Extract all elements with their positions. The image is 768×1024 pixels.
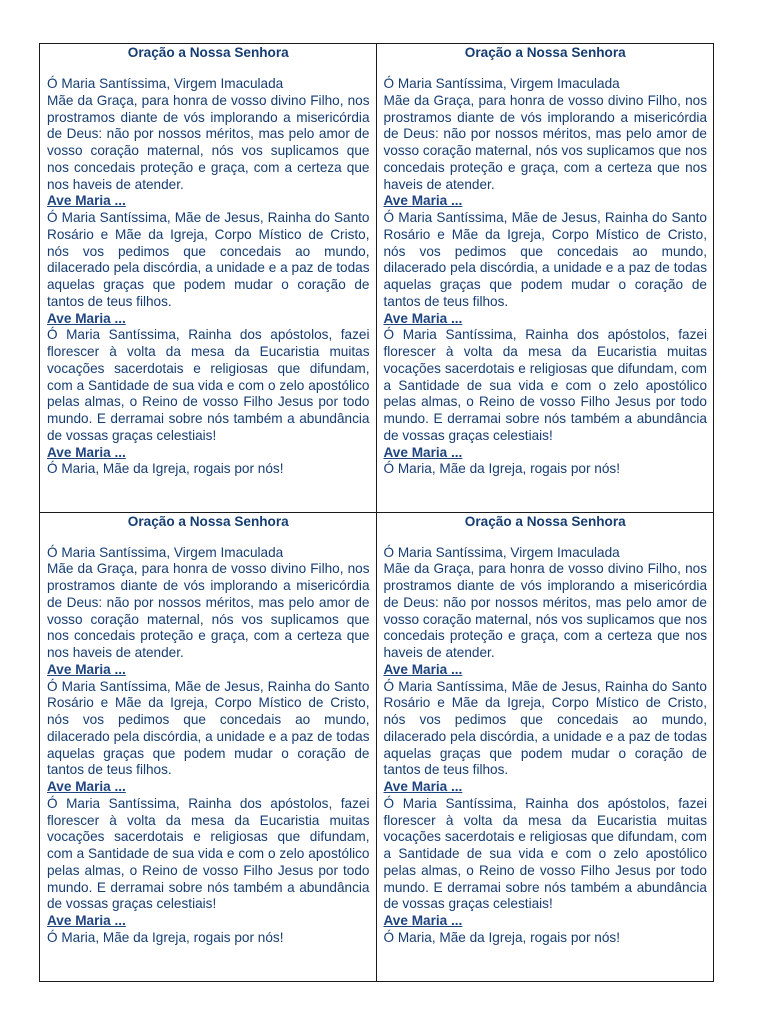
prayer-card — [40, 44, 377, 513]
ave-maria-refrain: Ave Maria ... — [47, 444, 126, 460]
card-intro: Ó Maria Santíssima, Virgem Imaculada — [383, 76, 620, 91]
prayer-card — [377, 44, 714, 513]
card-paragraph: Mãe da Graça, para honra de vosso divino Filho, nos prostramos diante de vós implorando a misericórdia de Deus: não por nossos méritos, mas pelo amor de vosso coração maternal, nós vos suplicamos que nos concedais proteção e graça, com a certeza que nos haveis de atender. — [47, 561, 370, 660]
card-paragraph: Ó Maria Santíssima, Mãe de Jesus, Rainha do Santo Rosário e Mãe da Igreja, Corpo Místico de Cristo, nós vos pedimos que concedais ao mundo, dilacerado pela discórdia, a unidade e a paz de todas aquelas graças que podem mudar o coração de tantos de teus filhos. — [383, 678, 707, 778]
prayer-card — [40, 513, 377, 982]
card-intro: Ó Maria Santíssima, Virgem Imaculada — [47, 76, 284, 91]
card-paragraph: Ó Maria Santíssima, Rainha dos apóstolos, fazei florescer à volta da mesa da Eucaristia muitas vocações sacerdotais e religiosas que difundam, com a Santidade de sua vida e com o zelo apostólico pelas almas, o Reino de vosso Filho Jesus por todo mundo. E derramai sobre nós também a abundância de vossas graças celestiais! — [383, 795, 707, 912]
card-paragraph: Mãe da Graça, para honra de vosso divino Filho, nos prostramos diante de vós implorando a misericórdia de Deus: não por nossos méritos, mas pelo amor de vosso coração maternal, nós vos suplicamos que nos concedais proteção e graça, com a certeza que nos haveis de atender. — [383, 561, 707, 660]
card-paragraph: Ó Maria Santíssima, Rainha dos apóstolos, fazei florescer à volta da mesa da Eucaristia muitas vocações sacerdotais e religiosas que difundam, com a Santidade de sua vida e com o zelo apostólico pelas almas, o Reino de vosso Filho Jesus por todo mundo. E derramai sobre nós também a abundância de vossas graças celestiais! — [383, 327, 707, 443]
card-closing: Ó Maria, Mãe da Igreja, rogais por nós! — [383, 929, 620, 945]
ave-maria-refrain: Ave Maria ... — [47, 310, 126, 326]
ave-maria-refrain: Ave Maria ... — [47, 193, 126, 209]
card-paragraph: Ó Maria Santíssima, Mãe de Jesus, Rainha do Santo Rosário e Mãe da Igreja, Corpo Místico de Cristo, nós vos pedimos que concedais ao mundo, dilacerado pela discórdia, a unidade e a paz de todas aquelas graças que podem mudar o coração de tantos de teus filhos. — [47, 210, 370, 309]
card-title: Oração a Nossa Senhora — [464, 45, 626, 60]
ave-maria-refrain: Ave Maria ... — [383, 193, 463, 209]
ave-maria-refrain: Ave Maria ... — [383, 661, 463, 677]
ave-maria-refrain: Ave Maria ... — [47, 913, 126, 928]
card-title: Oração a Nossa Senhora — [127, 513, 289, 529]
prayer-card — [377, 513, 714, 982]
card-title: Oração a Nossa Senhora — [127, 45, 289, 60]
card-title: Oração a Nossa Senhora — [464, 513, 626, 529]
card-paragraph: Ó Maria Santíssima, Rainha dos apóstolos, fazei florescer à volta da mesa da Eucaristia muitas vocações sacerdotais e religiosas que difundam, com a Santidade de sua vida e com o zelo apostólico pelas almas, o Reino de vosso Filho Jesus por todo mundo. E derramai sobre nós também a abundância de vossas graças celestiais! — [47, 327, 370, 443]
card-closing: Ó Maria, Mãe da Igreja, rogais por nós! — [47, 929, 284, 945]
card-closing: Ó Maria, Mãe da Igreja, rogais por nós! — [47, 461, 284, 477]
ave-maria-refrain: Ave Maria ... — [383, 913, 463, 928]
ave-maria-refrain: Ave Maria ... — [383, 444, 463, 460]
card-paragraph: Mãe da Graça, para honra de vosso divino Filho, nos prostramos diante de vós implorando a misericórdia de Deus: não por nossos méritos, mas pelo amor de vosso coração maternal, nós vos suplicamos que nos concedais proteção e graça, com a certeza que nos haveis de atender. — [383, 92, 707, 192]
ave-maria-refrain: Ave Maria ... — [47, 779, 126, 794]
prayer-card-sheet — [39, 43, 714, 982]
card-paragraph: Ó Maria Santíssima, Mãe de Jesus, Rainha do Santo Rosário e Mãe da Igreja, Corpo Místico de Cristo, nós vos pedimos que concedais ao mundo, dilacerado pela discórdia, a unidade e a paz de todas aquelas graças que podem mudar o coração de tantos de teus filhos. — [383, 210, 707, 309]
ave-maria-refrain: Ave Maria ... — [47, 661, 126, 677]
card-paragraph: Ó Maria Santíssima, Mãe de Jesus, Rainha do Santo Rosário e Mãe da Igreja, Corpo Místico de Cristo, nós vos pedimos que concedais ao mundo, dilacerado pela discórdia, a unidade e a paz de todas aquelas graças que podem mudar o coração de tantos de teus filhos. — [47, 678, 370, 778]
card-intro: Ó Maria Santíssima, Virgem Imaculada — [47, 544, 284, 560]
card-intro: Ó Maria Santíssima, Virgem Imaculada — [383, 544, 620, 560]
ave-maria-refrain: Ave Maria ... — [383, 310, 463, 326]
ave-maria-refrain: Ave Maria ... — [383, 779, 463, 794]
card-paragraph: Mãe da Graça, para honra de vosso divino Filho, nos prostramos diante de vós implorando a misericórdia de Deus: não por nossos méritos, mas pelo amor de vosso coração maternal, nós vos suplicamos que nos concedais proteção e graça, com a certeza que nos haveis de atender. — [47, 92, 370, 192]
card-paragraph: Ó Maria Santíssima, Rainha dos apóstolos, fazei florescer à volta da mesa da Eucaristia muitas vocações sacerdotais e religiosas que difundam, com a Santidade de sua vida e com o zelo apostólico pelas almas, o Reino de vosso Filho Jesus por todo mundo. E derramai sobre nós também a abundância de vossas graças celestiais! — [47, 795, 370, 912]
card-closing: Ó Maria, Mãe da Igreja, rogais por nós! — [383, 461, 620, 477]
